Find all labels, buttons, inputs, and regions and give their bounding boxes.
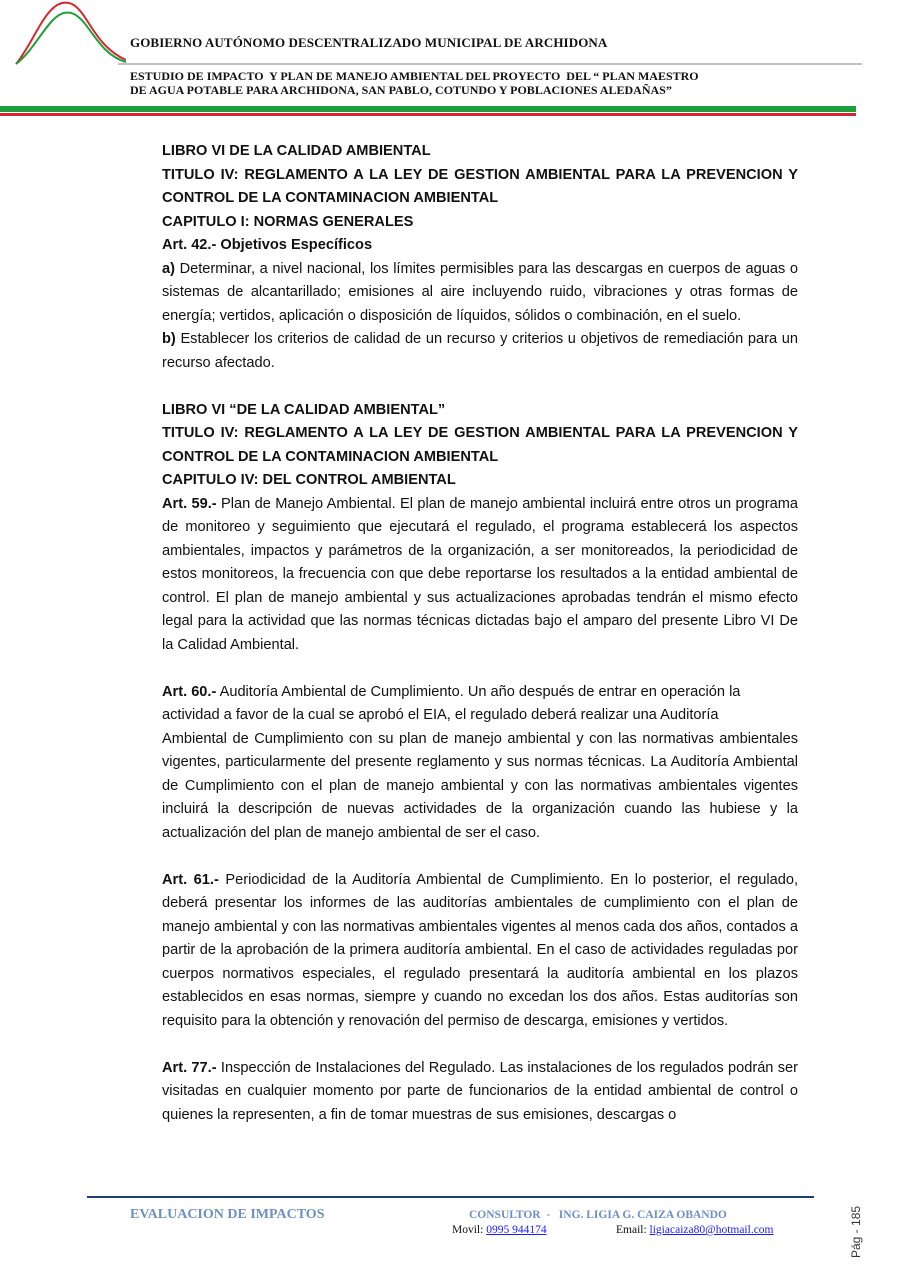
article-59-text: Plan de Manejo Ambiental. El plan de manejo ambiental incluirá entre otros un programa de monitoreo y seguimiento que ejecutará el regulado, el programa establecerá los aspectos ambientales, impactos y parámetros de la organización, a ser monitoreados, la periodicidad de estos monitoreos, la frecuencia con que debe reportarse los resultados a la entidad ambiental de control. El plan de manejo ambiental y sus actualizaciones aprobadas tendrán el mismo efecto legal para la actividad que las normas técnicas dictadas bajo el amparo del presente Libro VI De la Calidad Ambiental. (162, 495, 798, 653)
footer-consultor: CONSULTOR - ING. LIGIA G. CAIZA OBANDO (469, 1209, 727, 1221)
article-42-heading: Art. 42.- Objetivos Específicos (162, 237, 373, 253)
study-title-line2: DE AGUA POTABLE PARA ARCHIDONA, SAN PABLO, COTUNDO Y POBLACIONES ALEDAÑAS” (130, 83, 672, 97)
page-number: Pág - 185 (849, 1205, 863, 1258)
article-77 (162, 1057, 798, 1128)
article-42-item-b (162, 328, 798, 375)
section2-capitulo: CAPITULO IV: DEL CONTROL AMBIENTAL (162, 472, 456, 488)
item-b-label: b) (162, 331, 176, 347)
footer-section-title: EVALUACION DE IMPACTOS (130, 1207, 325, 1222)
article-61-label: Art. 61.- (162, 871, 219, 888)
section1-titulo: TITULO IV: REGLAMENTO A LA LEY DE GESTION AMBIENTAL PARA LA PREVENCION Y CONTROL DE LA CONTAMINACION AMBIENTAL (162, 166, 798, 206)
article-59-label: Art. 59.- (162, 495, 217, 512)
footer-contact (452, 1224, 792, 1236)
item-b-text: Establecer los criterios de calidad de un recurso y criterios u objetivos de remediación para un recurso afectado. (162, 331, 798, 371)
organization-name: GOBIERNO AUTÓNOMO DESCENTRALIZADO MUNICIPAL DE ARCHIDONA (130, 35, 608, 50)
email-label: Email: (616, 1224, 650, 1236)
article-77-label: Art. 77.- (162, 1059, 217, 1076)
article-61-text: Periodicidad de la Auditoría Ambiental de Cumplimiento. En lo posterior, el regulado, deberá presentar los informes de las auditorías ambientales de cumplimiento con el plan de manejo ambiental y con las normativas ambientales vigentes al menos cada dos años, contados a partir de la aprobación de la primera auditoría ambiental. En el caso de actividades reguladas por cuerpos normativos especiales, el regulado presentará la auditoría ambiental en los plazos establecidos en esas normas, siempre y cuando no excedan los dos años. Estas auditorías son requisito para la obtención y renovación del permiso de descarga, emisiones y vertidos. (162, 871, 798, 1029)
article-60-label: Art. 60.- (162, 683, 217, 700)
item-a-text: Determinar, a nivel nacional, los límites permisibles para las descargas en cuerpos de aguas o sistemas de alcantarillado; emisiones al aire incluyendo ruido, vibraciones y otras formas de energía; vertidos, aplicación o disposición de líquidos, sólidos o combinación, en el suelo. (162, 260, 798, 324)
article-42-item-a (162, 258, 798, 329)
article-59 (162, 493, 798, 658)
movil-label: Movil: (452, 1224, 487, 1236)
logo-red-curve (16, 3, 126, 64)
study-title (130, 69, 830, 97)
footer-divider (87, 1196, 814, 1198)
email-link[interactable]: ligiacaiza80@hotmail.com (649, 1224, 774, 1236)
header-red-band (0, 113, 856, 116)
section2-titulo: TITULO IV: REGLAMENTO A LA LEY DE GESTION AMBIENTAL PARA LA PREVENCION Y CONTROL DE LA CONTAMINACION AMBIENTAL (162, 425, 798, 465)
section1-capitulo: CAPITULO I: NORMAS GENERALES (162, 213, 414, 230)
section2-libro: LIBRO VI “DE LA CALIDAD AMBIENTAL” (162, 401, 446, 418)
header-green-band (0, 106, 856, 112)
item-a-label: a) (162, 260, 175, 277)
municipal-logo (14, 0, 126, 68)
header-divider (118, 63, 862, 65)
article-60-line1 (162, 681, 798, 728)
email-block (616, 1224, 774, 1236)
article-60-text-line1: Auditoría Ambiental de Cumplimiento. Un año después de entrar en operación la actividad a favor de la cual se aprobó el EIA, el regulado deberá realizar una Auditoría (162, 683, 741, 723)
article-77-text: Inspección de Instalaciones del Regulado. Las instalaciones de los regulados podrán ser visitadas en cualquier momento por parte de funcionarios de la entidad ambiental de control o quienes la representen, a fin de tomar muestras de sus emisiones, descargas o (162, 1059, 798, 1123)
article-60-rest: Ambiental de Cumplimiento con su plan de manejo ambiental y con las normativas ambientales vigentes, particularmente del presente reglamento y sus normas técnicas. La Auditoría Ambiental de Cumplimiento con el plan de manejo ambiental y con las normativas ambientales vigentes incluirá la descripción de nuevas actividades de la organización cuando las hubiese y la actualización del plan de manejo ambiental de ser el caso. (162, 730, 798, 841)
study-title-line1: ESTUDIO DE IMPACTO Y PLAN DE MANEJO AMBIENTAL DEL PROYECTO DEL “ PLAN MAESTRO (130, 69, 699, 83)
article-61 (162, 869, 798, 1034)
document-body (162, 140, 798, 1127)
section1-libro: LIBRO VI DE LA CALIDAD AMBIENTAL (162, 143, 431, 159)
movil-link[interactable]: 0995 944174 (486, 1224, 547, 1236)
